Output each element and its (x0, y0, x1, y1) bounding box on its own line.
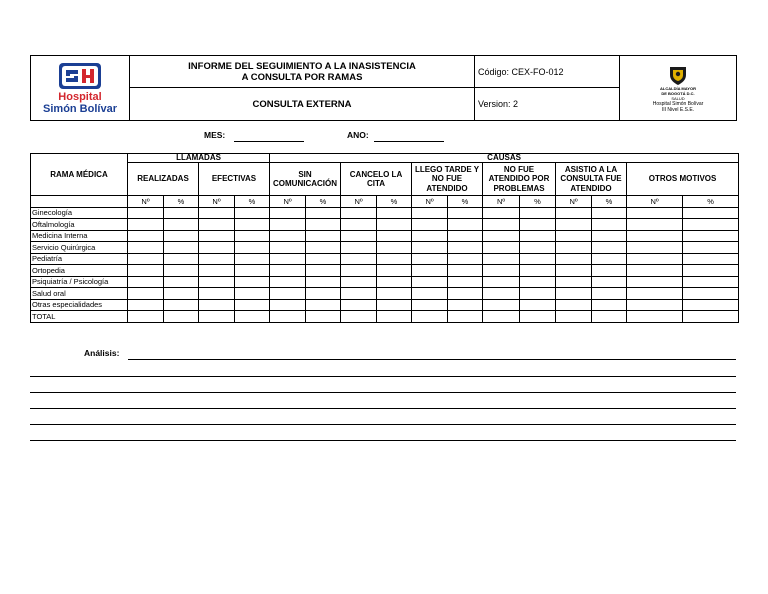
table-cell[interactable] (412, 288, 448, 300)
table-cell[interactable] (377, 219, 412, 231)
table-cell[interactable] (627, 288, 683, 300)
rama-name: Psiquiatría / Psicología (31, 276, 128, 288)
table-cell[interactable] (483, 242, 520, 254)
table-cell[interactable] (128, 219, 164, 231)
form-version: Version: 2 (475, 88, 620, 120)
rama-name: Medicina Interna (31, 230, 128, 242)
table-cell[interactable] (377, 253, 412, 265)
sub-pct: % (377, 196, 412, 208)
form-title: INFORME DEL SEGUIMIENTO A LA INASISTENCIA A CONSULTA POR RAMAS (130, 56, 475, 88)
table-cell[interactable] (235, 276, 270, 288)
rama-name: Pediatría (31, 253, 128, 265)
coat-of-arms-icon (667, 64, 689, 86)
table-cell[interactable] (164, 276, 199, 288)
table-cell[interactable] (520, 207, 556, 219)
cancelo-cita-header: CANCELO LA CITA (341, 163, 412, 196)
table-cell[interactable] (235, 207, 270, 219)
table-cell[interactable] (128, 265, 164, 277)
table-cell[interactable] (341, 230, 377, 242)
form-code: Código: CEX-FO-012 (475, 56, 620, 88)
table-cell[interactable] (377, 276, 412, 288)
table-cell[interactable] (556, 265, 592, 277)
table-cell[interactable] (341, 242, 377, 254)
ano-field[interactable] (374, 141, 444, 142)
alcaldia-line3: SALUD (671, 95, 685, 101)
table-cell[interactable] (683, 288, 739, 300)
table-cell[interactable] (448, 311, 483, 323)
table-cell[interactable] (520, 299, 556, 311)
mes-field[interactable] (234, 141, 304, 142)
table-cell[interactable] (377, 207, 412, 219)
table-cell[interactable] (164, 299, 199, 311)
rama-name: Ginecología (31, 207, 128, 219)
table-cell[interactable] (235, 230, 270, 242)
table-cell[interactable] (377, 299, 412, 311)
sub-pct: % (520, 196, 556, 208)
table-cell[interactable] (412, 242, 448, 254)
table-cell[interactable] (556, 311, 592, 323)
table-cell[interactable] (448, 230, 483, 242)
sub-num: Nº (627, 196, 683, 208)
analysis-line[interactable] (128, 359, 736, 360)
table-cell[interactable] (592, 219, 627, 231)
llego-tarde-header: LLEGO TARDE Y NO FUE ATENDIDO (412, 163, 483, 196)
table-cell[interactable] (306, 242, 341, 254)
table-cell[interactable] (520, 242, 556, 254)
table-cell[interactable] (412, 265, 448, 277)
table-cell[interactable] (235, 219, 270, 231)
causas-header: CAUSAS (270, 154, 739, 163)
sub-num: Nº (199, 196, 235, 208)
asistio-header: ASISTIO A LA CONSULTA FUE ATENDIDO (556, 163, 627, 196)
table-cell[interactable] (556, 219, 592, 231)
table-cell[interactable] (341, 207, 377, 219)
table-cell[interactable] (483, 219, 520, 231)
table-cell[interactable] (483, 276, 520, 288)
table-cell[interactable] (556, 288, 592, 300)
table-cell[interactable] (483, 288, 520, 300)
table-cell[interactable] (128, 276, 164, 288)
table-cell[interactable] (128, 253, 164, 265)
table-cell[interactable] (306, 265, 341, 277)
sub-pct: % (164, 196, 199, 208)
table-cell[interactable] (592, 207, 627, 219)
table-cell[interactable] (448, 265, 483, 277)
sub-num: Nº (341, 196, 377, 208)
logo-word: Hospital (58, 90, 102, 103)
table-cell[interactable] (556, 230, 592, 242)
sub-blank (31, 196, 128, 208)
table-cell[interactable] (627, 230, 683, 242)
table-body (31, 207, 739, 322)
table-cell[interactable] (483, 207, 520, 219)
table-cell[interactable] (270, 253, 306, 265)
table-cell[interactable] (556, 276, 592, 288)
ano-label: ANO: (347, 130, 369, 140)
table-cell[interactable] (448, 253, 483, 265)
table-cell[interactable] (520, 288, 556, 300)
table-cell[interactable] (270, 299, 306, 311)
table-cell[interactable] (199, 219, 235, 231)
table-cell[interactable] (683, 265, 739, 277)
table-cell[interactable] (448, 207, 483, 219)
table-cell[interactable] (592, 265, 627, 277)
table-cell[interactable] (270, 230, 306, 242)
table-cell[interactable] (164, 207, 199, 219)
table-cell[interactable] (128, 207, 164, 219)
analysis-line[interactable] (30, 424, 736, 425)
mes-label: MES: (204, 130, 226, 140)
analysis-line[interactable] (30, 440, 736, 441)
table-cell[interactable] (520, 219, 556, 231)
sub-pct: % (592, 196, 627, 208)
table-cell[interactable] (627, 265, 683, 277)
table-cell[interactable] (199, 207, 235, 219)
realizadas-header: REALIZADAS (128, 163, 199, 196)
table-cell[interactable] (199, 230, 235, 242)
table-cell[interactable] (592, 311, 627, 323)
table-cell[interactable] (520, 311, 556, 323)
table-cell[interactable] (164, 219, 199, 231)
table-cell[interactable] (683, 230, 739, 242)
table-cell[interactable] (164, 311, 199, 323)
rama-name: Ortopedia (31, 265, 128, 277)
table-cell[interactable] (306, 276, 341, 288)
table-cell[interactable] (164, 288, 199, 300)
table-cell[interactable] (448, 242, 483, 254)
table-cell[interactable] (199, 276, 235, 288)
table-cell[interactable] (235, 242, 270, 254)
analysis-line[interactable] (30, 392, 736, 393)
rama-name: TOTAL (31, 311, 128, 323)
table-cell[interactable] (199, 299, 235, 311)
table-cell[interactable] (412, 299, 448, 311)
table-cell[interactable] (270, 311, 306, 323)
table-cell[interactable] (592, 276, 627, 288)
table-cell[interactable] (128, 299, 164, 311)
sin-comunicacion-header: SIN COMUNICACIÓN (270, 163, 341, 196)
table-cell[interactable] (235, 253, 270, 265)
table-cell[interactable] (627, 253, 683, 265)
table-cell[interactable] (592, 288, 627, 300)
table-cell[interactable] (235, 299, 270, 311)
table-cell[interactable] (412, 207, 448, 219)
table-cell[interactable] (270, 288, 306, 300)
table-cell[interactable] (164, 253, 199, 265)
table-cell[interactable] (270, 265, 306, 277)
table-cell[interactable] (592, 242, 627, 254)
table-cell[interactable] (306, 230, 341, 242)
table-cell[interactable] (683, 242, 739, 254)
table-cell[interactable] (556, 253, 592, 265)
rama-header: RAMA MÉDICA (31, 154, 128, 196)
form-header (30, 55, 737, 121)
sub-pct: % (448, 196, 483, 208)
hospital-logo (31, 56, 130, 120)
table-cell[interactable] (341, 299, 377, 311)
table-cell[interactable] (683, 276, 739, 288)
table-cell[interactable] (483, 265, 520, 277)
rama-name: Oftalmología (31, 219, 128, 231)
analysis-line[interactable] (30, 376, 736, 377)
table-cell[interactable] (627, 242, 683, 254)
table-cell[interactable] (448, 219, 483, 231)
table-cell[interactable] (520, 253, 556, 265)
table-cell[interactable] (377, 288, 412, 300)
sub-num: Nº (128, 196, 164, 208)
table-cell[interactable] (164, 242, 199, 254)
rama-name: Otras especialidades (31, 299, 128, 311)
table-cell[interactable] (520, 230, 556, 242)
sub-num: Nº (483, 196, 520, 208)
table-row (31, 230, 739, 242)
hospital-emblem-icon (58, 62, 102, 90)
table-cell[interactable] (592, 230, 627, 242)
table-cell[interactable] (128, 288, 164, 300)
table-row (31, 242, 739, 254)
table-cell[interactable] (377, 265, 412, 277)
sub-num: Nº (556, 196, 592, 208)
table-cell[interactable] (377, 242, 412, 254)
alcaldia-line5: III Nivel E.S.E. (661, 106, 695, 113)
otros-motivos-header: OTROS MOTIVOS (627, 163, 739, 196)
table-cell[interactable] (199, 288, 235, 300)
table-cell[interactable] (164, 265, 199, 277)
no-atendido-header: NO FUE ATENDIDO POR PROBLEMAS (483, 163, 556, 196)
table-cell[interactable] (341, 288, 377, 300)
table-cell[interactable] (377, 311, 412, 323)
table-cell[interactable] (341, 276, 377, 288)
sub-pct: % (683, 196, 739, 208)
table-row (31, 265, 739, 277)
table-cell[interactable] (128, 230, 164, 242)
table-cell[interactable] (683, 299, 739, 311)
table-cell[interactable] (306, 253, 341, 265)
analysis-label: Análisis: (84, 348, 120, 358)
table-row (31, 207, 739, 219)
sub-pct: % (235, 196, 270, 208)
table-row (31, 288, 739, 300)
alcaldia-logo (620, 56, 736, 120)
table-cell[interactable] (341, 219, 377, 231)
table-cell[interactable] (235, 288, 270, 300)
alcaldia-line2: DE BOGOTÁ D.C. (661, 90, 695, 96)
table-cell[interactable] (627, 207, 683, 219)
alcaldia-line4: Hospital Simón Bolívar (652, 100, 704, 107)
table-cell[interactable] (592, 253, 627, 265)
logo-name: Simón Bolívar (43, 102, 117, 115)
efectivas-header: EFECTIVAS (199, 163, 270, 196)
table-cell[interactable] (483, 311, 520, 323)
table-cell[interactable] (306, 299, 341, 311)
alcaldia-line1: ALCALDÍA MAYOR (660, 85, 696, 91)
sub-num: Nº (270, 196, 306, 208)
sub-pct: % (306, 196, 341, 208)
llamadas-header: LLAMADAS (128, 154, 270, 163)
table-cell[interactable] (520, 276, 556, 288)
table-cell[interactable] (520, 265, 556, 277)
table-cell[interactable] (199, 253, 235, 265)
table-cell[interactable] (483, 230, 520, 242)
table-cell[interactable] (556, 299, 592, 311)
table-cell[interactable] (306, 288, 341, 300)
table-row (31, 299, 739, 311)
table-cell[interactable] (306, 207, 341, 219)
inasistencia-table (30, 153, 739, 323)
table-cell[interactable] (627, 219, 683, 231)
table-cell[interactable] (412, 219, 448, 231)
table-cell[interactable] (483, 299, 520, 311)
table-cell[interactable] (412, 276, 448, 288)
rama-name: Salud oral (31, 288, 128, 300)
table-cell[interactable] (556, 242, 592, 254)
table-cell[interactable] (199, 311, 235, 323)
table-cell[interactable] (270, 219, 306, 231)
table-cell[interactable] (448, 276, 483, 288)
table-cell[interactable] (683, 219, 739, 231)
table-row (31, 311, 739, 323)
table-cell[interactable] (341, 265, 377, 277)
table-cell[interactable] (412, 311, 448, 323)
table-row (31, 276, 739, 288)
table-cell[interactable] (235, 265, 270, 277)
table-cell[interactable] (270, 276, 306, 288)
table-cell[interactable] (627, 299, 683, 311)
table-cell[interactable] (448, 288, 483, 300)
table-cell[interactable] (128, 242, 164, 254)
table-cell[interactable] (270, 242, 306, 254)
table-cell[interactable] (128, 311, 164, 323)
sub-num: Nº (412, 196, 448, 208)
analysis-line[interactable] (30, 408, 736, 409)
table-cell[interactable] (377, 230, 412, 242)
department-title: CONSULTA EXTERNA (130, 88, 475, 120)
table-cell[interactable] (683, 311, 739, 323)
table-cell[interactable] (199, 242, 235, 254)
table-cell[interactable] (341, 253, 377, 265)
table-cell[interactable] (627, 276, 683, 288)
table-cell[interactable] (412, 230, 448, 242)
table-cell[interactable] (235, 311, 270, 323)
rama-name: Servicio Quirúrgica (31, 242, 128, 254)
table-cell[interactable] (306, 311, 341, 323)
table-cell[interactable] (483, 253, 520, 265)
table-cell[interactable] (199, 265, 235, 277)
table-cell[interactable] (627, 311, 683, 323)
table-cell[interactable] (448, 299, 483, 311)
table-cell[interactable] (341, 311, 377, 323)
table-cell[interactable] (412, 253, 448, 265)
table-row (31, 253, 739, 265)
table-cell[interactable] (683, 253, 739, 265)
table-row (31, 219, 739, 231)
table-cell[interactable] (270, 207, 306, 219)
table-cell[interactable] (683, 207, 739, 219)
table-cell[interactable] (592, 299, 627, 311)
table-cell[interactable] (164, 230, 199, 242)
table-cell[interactable] (306, 219, 341, 231)
table-cell[interactable] (556, 207, 592, 219)
